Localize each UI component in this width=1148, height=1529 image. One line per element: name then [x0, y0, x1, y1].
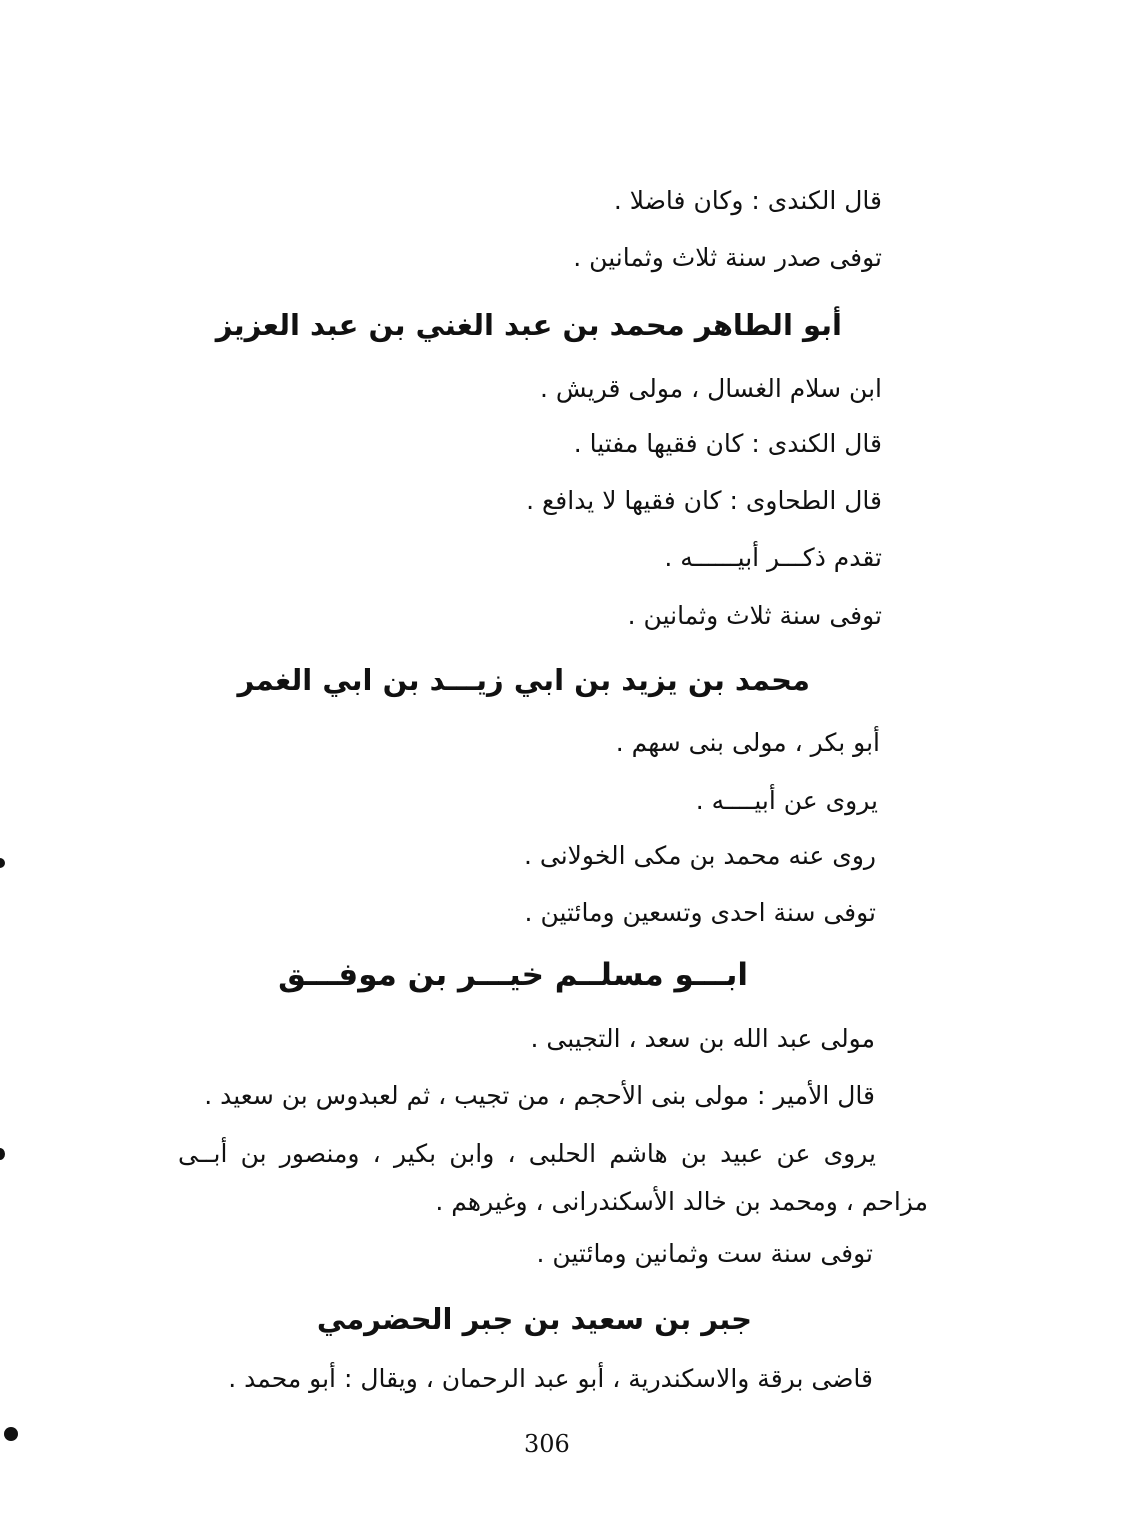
text-line: توفى سنة احدى وتسعين ومائتين .	[524, 898, 876, 927]
text-line: يروى عن عبيد بن هاشم الحلبى ، وابن بكير ، ومنصور بن أبــى	[178, 1139, 876, 1168]
entry-heading: جبر بن سعيد بن جبر الحضرمي	[316, 1302, 752, 1336]
text-line: توفى صدر سنة ثلاث وثمانين .	[573, 243, 882, 272]
entry-heading: محمد بن يزيد بن ابي زيـــد بن ابي الغمر	[237, 663, 810, 697]
text-line: قاضى برقة والاسكندرية ، أبو عبد الرحمان ، ويقال : أبو محمد .	[228, 1364, 873, 1393]
scan-mark	[0, 1148, 5, 1160]
scan-mark	[4, 1427, 18, 1441]
entry-heading: أبو الطاهر محمد بن عبد الغني بن عبد العزيز	[215, 308, 842, 342]
text-line: توفى سنة ست وثمانين ومائتين .	[536, 1239, 873, 1268]
text-line: يروى عن أبيــــه .	[695, 786, 878, 815]
text-line: قال الكندى : وكان فاضلا .	[613, 186, 882, 215]
text-line: أبو بكر ، مولى بنى سهم .	[615, 728, 880, 757]
text-line: روى عنه محمد بن مكى الخولانى .	[523, 841, 876, 870]
text-line: قال الطحاوى : كان فقيها لا يدافع .	[526, 486, 882, 515]
text-line: قال الكندى : كان فقيها مفتيا .	[573, 429, 882, 458]
page-number: 306	[524, 1430, 570, 1458]
text-line: قال الأمير : مولى بنى الأحجم ، من تجيب ، ثم لعبدوس بن سعيد .	[204, 1081, 875, 1110]
entry-heading: ابـــو مسلــم خيـــر بن موفـــق	[278, 957, 748, 993]
text-line: تقدم ذكـــر أبيــــــه .	[664, 543, 882, 572]
text-line: مزاحم ، ومحمد بن خالد الأسكندرانى ، وغيرهم .	[435, 1187, 928, 1216]
scan-mark	[0, 858, 5, 868]
text-line: مولى عبد الله بن سعد ، التجيبى .	[530, 1024, 875, 1053]
text-line: توفى سنة ثلاث وثمانين .	[627, 601, 882, 630]
text-line: ابن سلام الغسال ، مولى قريش .	[539, 374, 882, 403]
